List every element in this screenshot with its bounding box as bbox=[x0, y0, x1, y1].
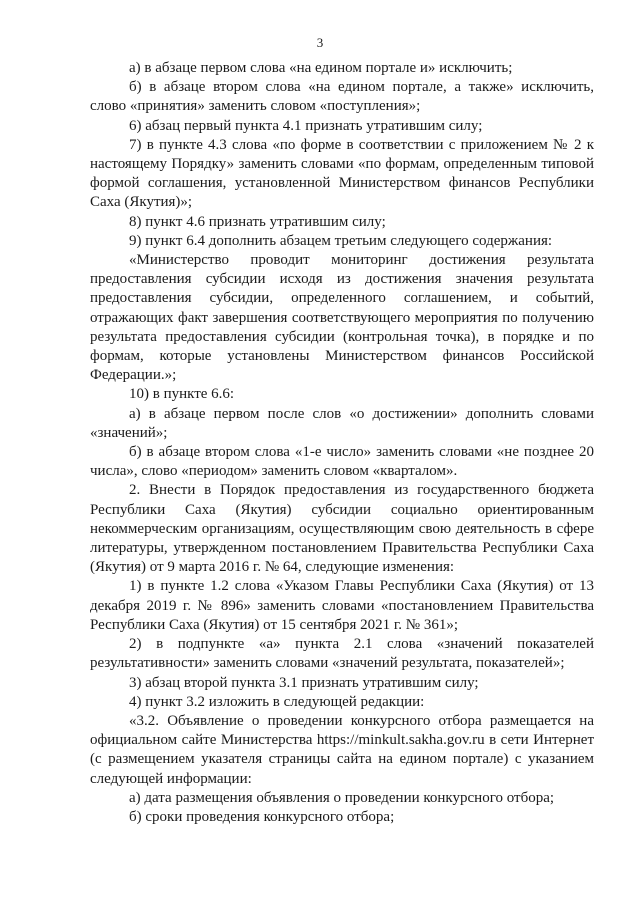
paragraph: 3) абзац второй пункта 3.1 признать утратившим силу; bbox=[129, 674, 479, 691]
paragraph: а) в абзаце первом слова «на едином портале и» исключить; bbox=[129, 60, 513, 76]
page-number: 3 bbox=[316, 35, 324, 50]
document-body bbox=[90, 59, 594, 827]
paragraph: б) в абзаце втором слова «1-е число» заменить словами «не позднее 20 числа», слово «периодом» заменить словом «кварталом». bbox=[90, 444, 594, 480]
paragraph: 10) в пункте 6.6: bbox=[129, 386, 235, 403]
quoted-paragraph: «Министерство проводит мониторинг достижения результата предоставления субсидии исходя из достижения значения результата предоставления субсидии, определенного соглашением, и событий, отражающих факт завершения соответствующего мероприятия по получению результата предоставления субсидии (контрольная точка), в порядке и по формам, которые установлены Министерством финансов Российской Федерации.»; bbox=[90, 252, 594, 384]
paragraph: 1) в пункте 1.2 слова «Указом Главы Республики Саха (Якутия) от 13 декабря 2019 г. № 896» заменить словами «постановлением Правительства Республики Саха (Якутия) от 15 сентября 2021 г. № 361»; bbox=[90, 578, 594, 633]
paragraph: 9) пункт 6.4 дополнить абзацем третьим следующего содержания: bbox=[129, 232, 553, 249]
paragraph: 8) пункт 4.6 признать утратившим силу; bbox=[129, 213, 386, 230]
paragraph: б) сроки проведения конкурсного отбора; bbox=[129, 808, 395, 825]
paragraph: б) в абзаце втором слова «на едином портале, а также» исключить, слово «принятия» заменить словом «поступления»; bbox=[90, 79, 594, 115]
paragraph: а) дата размещения объявления о проведении конкурсного отбора; bbox=[129, 789, 555, 806]
quoted-paragraph: «3.2. Объявление о проведении конкурсного отбора размещается на официальном сайте Министерства https://minkult.sakha.gov.ru в сети Интернет (с размещением указателя страницы сайта на едином портале) с указанием следующей информации: bbox=[90, 712, 594, 787]
paragraph: 2) в подпункте «а» пункта 2.1 слова «значений показателей результативности» заменить словами «значений результата, показателей»; bbox=[90, 636, 594, 672]
paragraph: а) в абзаце первом после слов «о достижении» дополнить словами «значений»; bbox=[90, 405, 594, 441]
section-paragraph: 2. Внести в Порядок предоставления из государственного бюджета Республики Саха (Якутия) субсидии социально ориентированным некоммерческим организациям, осуществляющим свою деятельность в сфере литературы, утвержденном постановлением Правительства Республики Саха (Якутия) от 9 марта 2016 г. № 64, следующие изменения: bbox=[90, 482, 594, 576]
paragraph: 4) пункт 3.2 изложить в следующей редакции: bbox=[129, 693, 425, 710]
paragraph: 7) в пункте 4.3 слова «по форме в соответствии с приложением № 2 к настоящему Порядку» заменить словами «по формам, определенным типовой формой соглашения, установленной Министерством финансов Республики Саха (Якутия)»; bbox=[90, 136, 594, 211]
paragraph: 6) абзац первый пункта 4.1 признать утратившим силу; bbox=[129, 117, 483, 134]
